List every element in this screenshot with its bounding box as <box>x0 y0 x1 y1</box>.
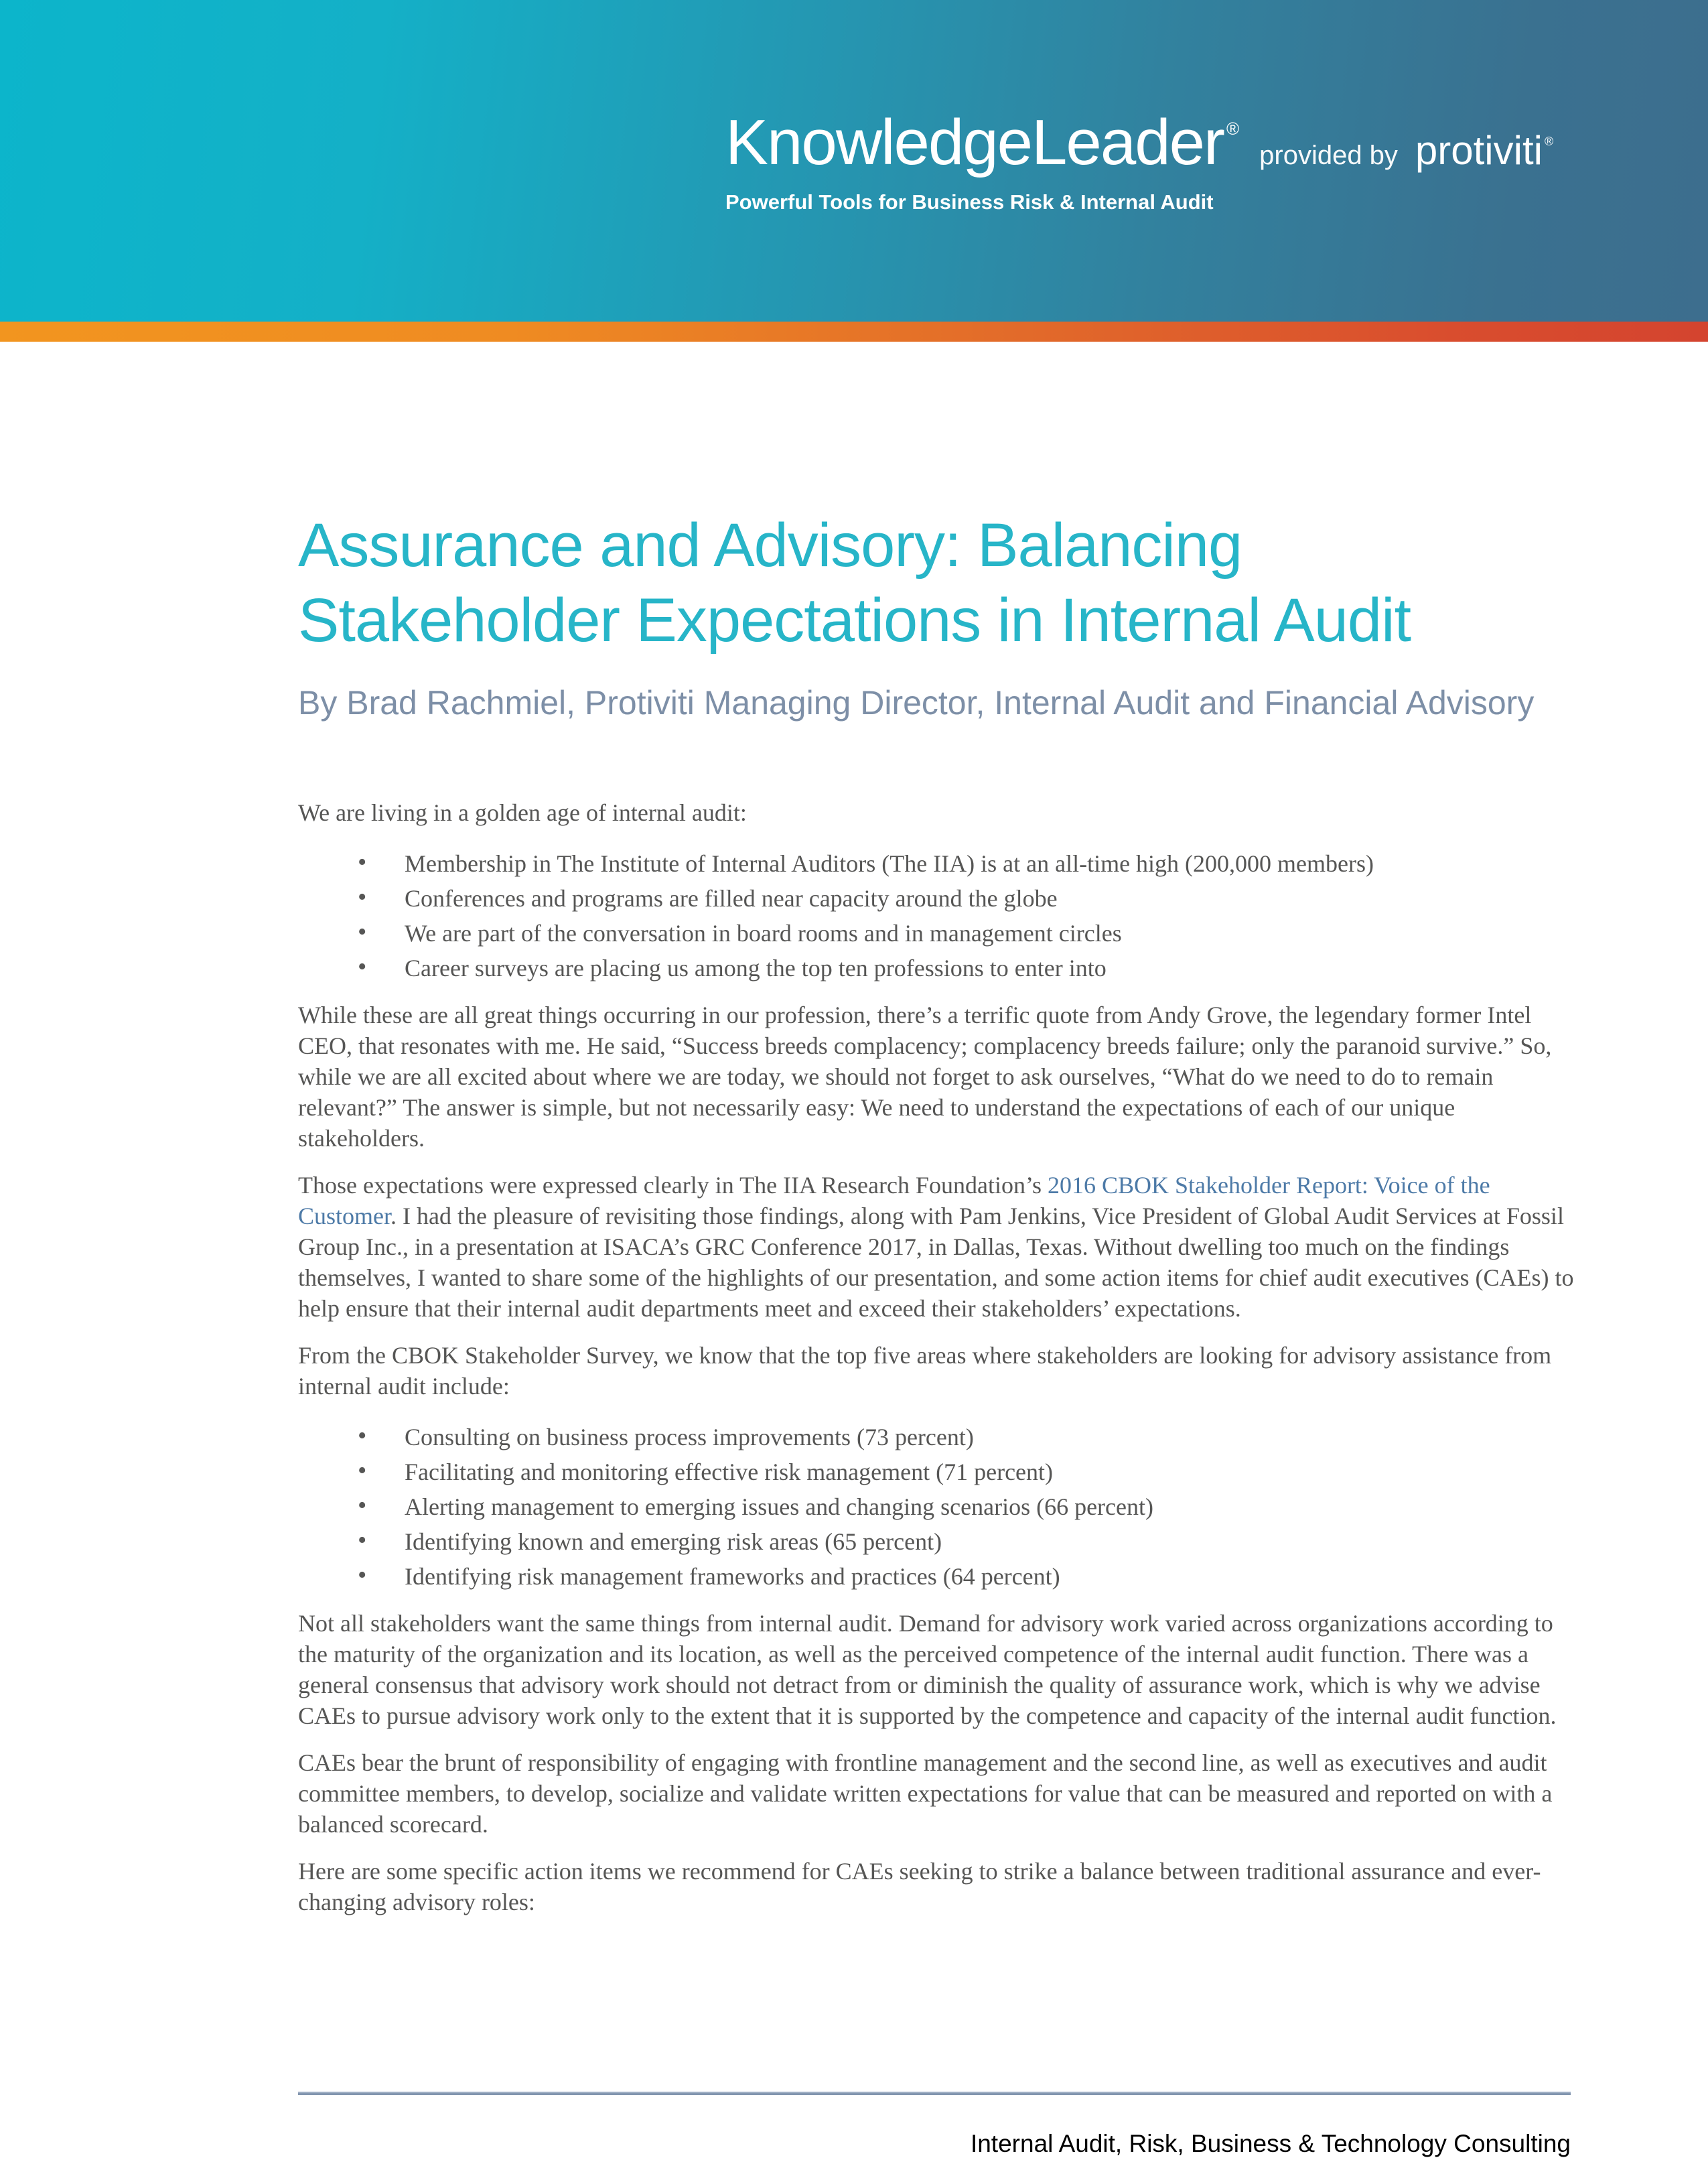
registered-trademark-icon: ® <box>1544 135 1554 148</box>
list-item-text: We are part of the conversation in board rooms and in management circles <box>405 920 1122 947</box>
list-item-text: Consulting on business process improvements (73 percent) <box>405 1424 974 1450</box>
list-item <box>298 953 1574 984</box>
not-all-stakeholders-paragraph: Not all stakeholders want the same things from internal audit. Demand for advisory work varied across organizations according to the maturity of the organization and its location, as well as the perceived competence of the internal audit function. There was a general consensus that advisory work should not detract from or diminish the quality of assurance work, which is why we advise CAEs to pursue advisory work only to the extent that it is supported by the competence and capacity of the internal audit function. <box>298 1610 1557 1729</box>
brand-tagline: Powerful Tools for Business Risk & Internal Audit <box>725 190 1214 214</box>
knowledgeleader-logo <box>725 106 1553 214</box>
bullet-icon: • <box>358 1456 367 1485</box>
caes-responsibility-paragraph: CAEs bear the brunt of responsibility of engaging with frontline management and the second line, as well as executives and audit committee members, to develop, socialize and validate written expectations for value that can be measured and reported on with a balanced scorecard. <box>298 1749 1553 1838</box>
page-title: Assurance and Advisory: Balancing Stakeholder Expectations in Internal Audit <box>298 511 1411 655</box>
action-items-paragraph: Here are some specific action items we recommend for CAEs seeking to strike a balance between traditional assurance and ever-changing advisory roles: <box>298 1858 1541 1915</box>
list-item <box>298 848 1574 879</box>
footer-divider <box>298 2092 1571 2095</box>
bullet-icon: • <box>358 1422 367 1450</box>
list-item <box>298 1526 1574 1557</box>
paragraph-text: . I had the pleasure of revisiting those findings, along with Pam Jenkins, Vice President of Global Audit Services at Fossil Group Inc., in a presentation at ISACA’s GRC Conference 2017, in Dallas, Texas. Without dwelling too much on the findings themselves, I wanted to share some of the highlights of our presentation, and some action items for chief audit executives (CAEs) to help ensure that their internal audit departments meet and exceed their stakeholders’ expectations. <box>298 1203 1574 1322</box>
list-item-text: Career surveys are placing us among the top ten professions to enter into <box>405 955 1107 981</box>
bullet-icon: • <box>358 1491 367 1519</box>
list-item <box>298 1422 1574 1452</box>
bullet-icon: • <box>358 1526 367 1554</box>
logo-line <box>725 106 1553 180</box>
survey-bullet-list <box>298 1422 1574 1592</box>
intro-paragraph: We are living in a golden age of internal audit: <box>298 799 747 826</box>
list-item-text: Alerting management to emerging issues and changing scenarios (66 percent) <box>405 1493 1153 1520</box>
list-item <box>298 1491 1574 1522</box>
list-item-text: Facilitating and monitoring effective risk management (71 percent) <box>405 1459 1054 1485</box>
registered-trademark-icon: ® <box>1226 119 1240 139</box>
footer-service-line: Internal Audit, Risk, Business & Technology Consulting <box>970 2130 1571 2157</box>
author-byline: By Brad Rachmiel, Protiviti Managing Director, Internal Audit and Financial Advisory <box>298 684 1535 722</box>
list-item <box>298 1561 1574 1592</box>
list-item-text: Identifying known and emerging risk areas (65 percent) <box>405 1528 942 1555</box>
list-item-text: Membership in The Institute of Internal Auditors (The IIA) is at an all-time high (200,000 members) <box>405 850 1374 877</box>
list-item <box>298 918 1574 949</box>
expectations-paragraph <box>298 1170 1574 1324</box>
list-item <box>298 1456 1574 1487</box>
golden-age-bullet-list <box>298 848 1574 984</box>
bullet-icon: • <box>358 848 367 876</box>
bullet-icon: • <box>358 953 367 981</box>
survey-intro-paragraph: From the CBOK Stakeholder Survey, we know that the top five areas where stakeholders are looking for advisory assistance from internal audit include: <box>298 1342 1552 1400</box>
list-item-text: Identifying risk management frameworks and practices (64 percent) <box>405 1563 1060 1590</box>
bullet-icon: • <box>358 883 367 911</box>
paragraph-text: Those expectations were expressed clearly in The IIA Research Foundation’s <box>298 1172 1048 1199</box>
bullet-icon: • <box>358 918 367 946</box>
list-item-text: Conferences and programs are filled near capacity around the globe <box>405 885 1058 912</box>
header-banner <box>0 0 1708 322</box>
cbok-report-link[interactable]: 2016 CBOK Stakeholder Report: Voice of the Customer <box>298 1172 1490 1229</box>
grove-quote-paragraph: While these are all great things occurring in our profession, there’s a terrific quote from Andy Grove, the legendary former Intel CEO, that resonates with me. He said, “Success breeds complacency; complacency breeds failure; only the paranoid survive.” So, while we are all excited about where we are today, we should not forget to ask ourselves, “What do we need to do to remain relevant?” The answer is simple, but not necessarily easy: We need to understand the expectations of each of our unique stakeholders. <box>298 1002 1552 1152</box>
list-item <box>298 883 1574 914</box>
article-body <box>298 508 1574 1917</box>
provided-by-label: provided by <box>1259 141 1398 170</box>
bullet-icon: • <box>358 1561 367 1589</box>
accent-stripe <box>0 322 1708 342</box>
knowledgeleader-wordmark: KnowledgeLeader <box>725 107 1224 178</box>
protiviti-wordmark: protiviti <box>1415 128 1543 173</box>
